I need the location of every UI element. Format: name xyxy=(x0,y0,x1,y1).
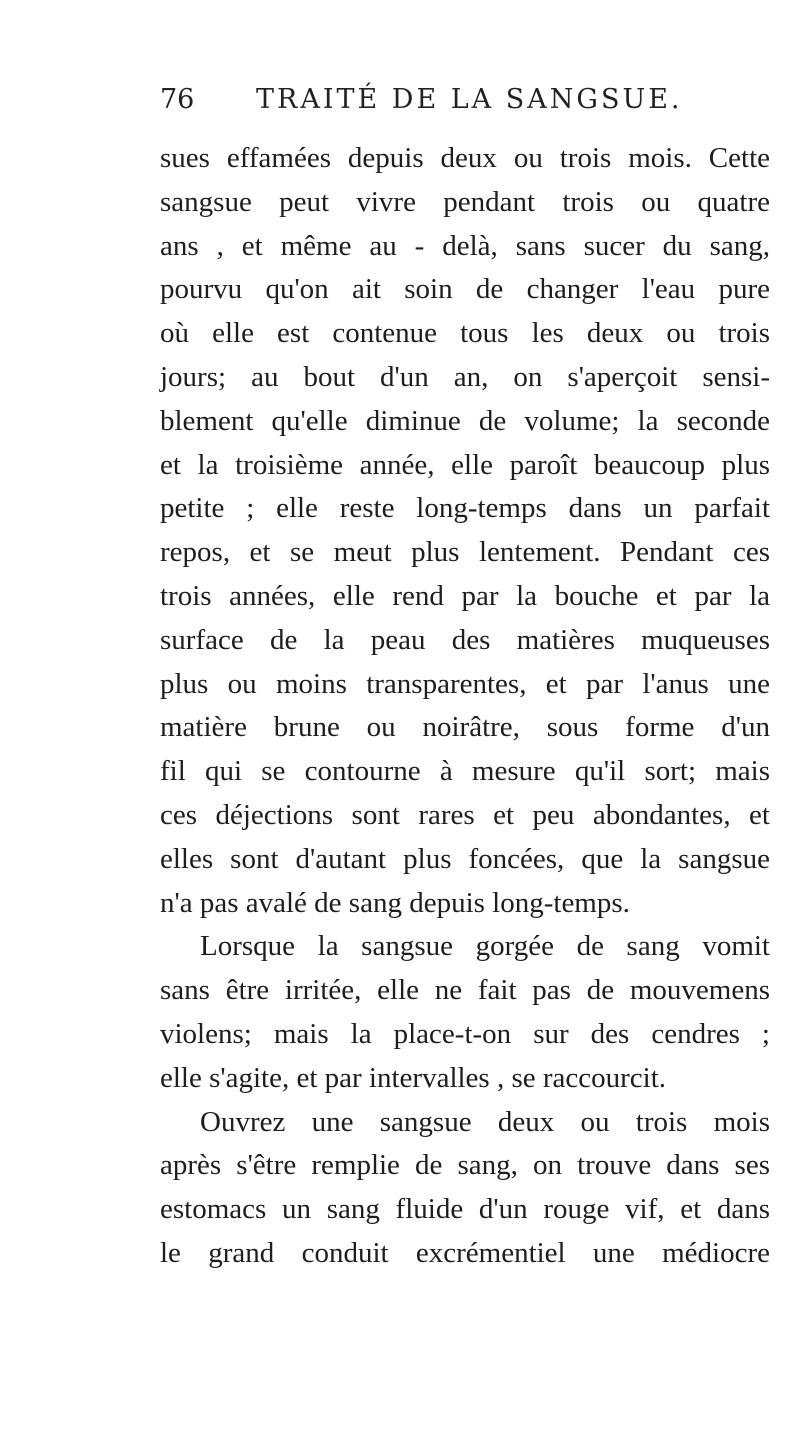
text-line: violens; mais la place-t-on sur des cendres ; xyxy=(160,1017,770,1050)
text-line: repos, et se meut plus lentement. Pendant ces xyxy=(160,536,770,569)
text-line: le grand conduit excrémentiel une médiocre xyxy=(160,1236,770,1269)
text-line: jours; au bout d'un an, on s'aperçoit sensi- xyxy=(160,360,770,393)
text-line: pourvu qu'on ait soin de changer l'eau pure xyxy=(160,273,770,306)
text-line: et la troisième année, elle paroît beaucoup plus xyxy=(160,448,770,481)
text-line: elles sont d'autant plus foncées, que la sangsue xyxy=(160,842,770,875)
text-line: fil qui se contourne à mesure qu'il sort; mais xyxy=(160,755,770,788)
text-line: Lorsque la sangsue gorgée de sang vomit xyxy=(200,930,770,963)
text-line: estomacs un sang fluide d'un rouge vif, et dans xyxy=(160,1193,770,1226)
text-line: où elle est contenue tous les deux ou trois xyxy=(160,317,770,350)
text-line: sans être irritée, elle ne fait pas de mouvemens xyxy=(160,974,770,1007)
text-line: plus ou moins transparentes, et par l'anus une xyxy=(160,667,770,700)
running-title: TRAITÉ DE LA SANGSUE. xyxy=(256,84,683,115)
body-text xyxy=(160,137,770,1276)
text-line: n'a pas avalé de sang depuis long-temps. xyxy=(160,886,630,919)
text-line: matière brune ou noirâtre, sous forme d'un xyxy=(160,711,770,744)
text-line: après s'être remplie de sang, on trouve dans ses xyxy=(160,1149,770,1182)
text-line: ces déjections sont rares et peu abondantes, et xyxy=(160,798,770,831)
text-line: Ouvrez une sangsue deux ou trois mois xyxy=(200,1105,770,1138)
text-line: ans , et même au - delà, sans sucer du sang, xyxy=(160,229,770,262)
text-line: sangsue peut vivre pendant trois ou quatre xyxy=(160,185,770,218)
text-line: trois années, elle rend par la bouche et par la xyxy=(160,579,770,612)
page-header xyxy=(160,84,780,134)
text-line: petite ; elle reste long-temps dans un parfait xyxy=(160,492,770,525)
text-line: surface de la peau des matières muqueuses xyxy=(160,623,770,656)
text-line: elle s'agite, et par intervalles , se raccourcit. xyxy=(160,1061,667,1094)
page-number: 76 xyxy=(160,84,195,115)
text-line: blement qu'elle diminue de volume; la seconde xyxy=(160,404,770,437)
text-line: sues effamées depuis deux ou trois mois. Cette xyxy=(160,142,770,174)
